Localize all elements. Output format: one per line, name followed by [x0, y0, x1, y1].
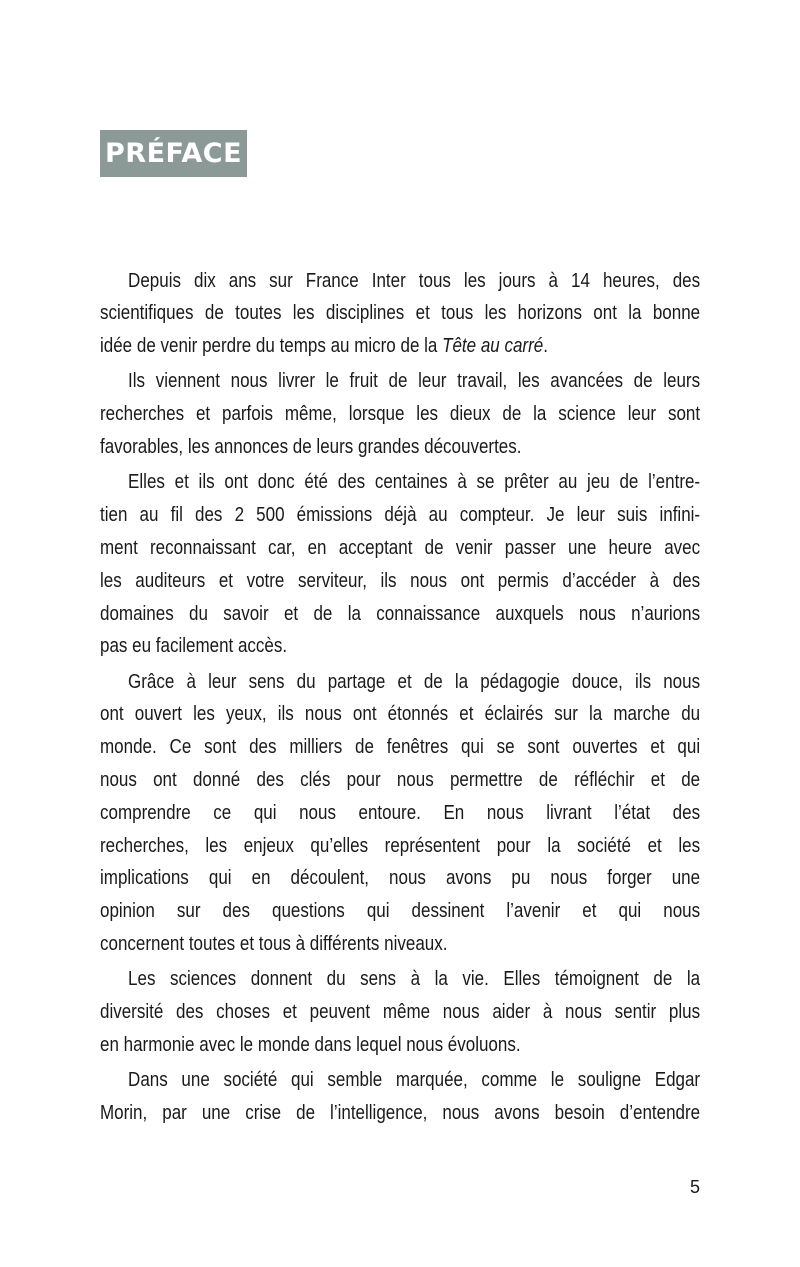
text-line: Elles et ils ont donc été des centaines à se prêter au jeu de l’entre-	[128, 471, 701, 494]
text-line: scientifiques de toutes les disciplines et tous les horizons ont la bonne	[100, 302, 701, 325]
text-line: tien au fil des 2 500 émissions déjà au compteur. Je leur suis infini-	[100, 504, 701, 527]
text-line: pas eu facilement accès.	[100, 635, 288, 658]
text-line: Grâce à leur sens du partage et de la pédagogie douce, ils nous	[128, 670, 701, 693]
text-line: Dans une société qui semble marquée, comme le souligne Edgar	[128, 1069, 701, 1092]
text-line: favorables, les annonces de leurs grandes découvertes.	[100, 436, 522, 458]
italic-title: Tête au carré	[442, 335, 544, 358]
text-segment: idée de venir perdre du temps au micro de la	[100, 335, 443, 358]
text-line: diversité des choses et peuvent même nous aider à nous sentir plus	[100, 1001, 701, 1024]
text-line: Ils viennent nous livrer le fruit de leur travail, les avancées de leurs	[128, 370, 701, 393]
text-line: les auditeurs et votre serviteur, ils nous ont permis d’accéder à des	[100, 569, 701, 592]
text-line: en harmonie avec le monde dans lequel nous évoluons.	[100, 1033, 521, 1056]
text-line: nous ont donné des clés pour nous permettre de réfléchir et de	[100, 769, 701, 791]
text-line: ment reconnaissant car, en acceptant de venir passer une heure avec	[100, 536, 701, 559]
text-line: Les sciences donnent du sens à la vie. Elles témoignent de la	[128, 968, 701, 991]
text-line: Depuis dix ans sur France Inter tous les jours à 14 heures, des	[128, 269, 701, 292]
text-line: opinion sur des questions qui dessinent l’avenir et qui nous	[100, 900, 701, 923]
text-segment: .	[543, 335, 548, 358]
text-line: Morin, par une crise de l’intelligence, nous avons besoin d’entendre	[100, 1102, 701, 1124]
chapter-heading: PRÉFACE	[100, 130, 247, 177]
text-line: domaines du savoir et de la connaissance auxquels nous n’aurions	[100, 602, 701, 625]
page-number: 5	[689, 1177, 700, 1197]
text-line: implications qui en découlent, nous avons pu nous forger une	[100, 867, 701, 890]
text-line: recherches et parfois même, lorsque les dieux de la science leur sont	[100, 403, 701, 426]
text-line: concernent toutes et tous à différents niveaux.	[100, 933, 448, 955]
text-line: comprendre ce qui nous entoure. En nous livrant l’état des	[100, 801, 701, 824]
text-line: monde. Ce sont des milliers de fenêtres qui se sont ouvertes et qui	[100, 736, 701, 759]
text-line	[100, 330, 700, 363]
text-line: recherches, les enjeux qu’elles représentent pour la société et les	[100, 834, 701, 857]
text-line: ont ouvert les yeux, ils nous ont étonnés et éclairés sur la marche du	[100, 703, 701, 726]
